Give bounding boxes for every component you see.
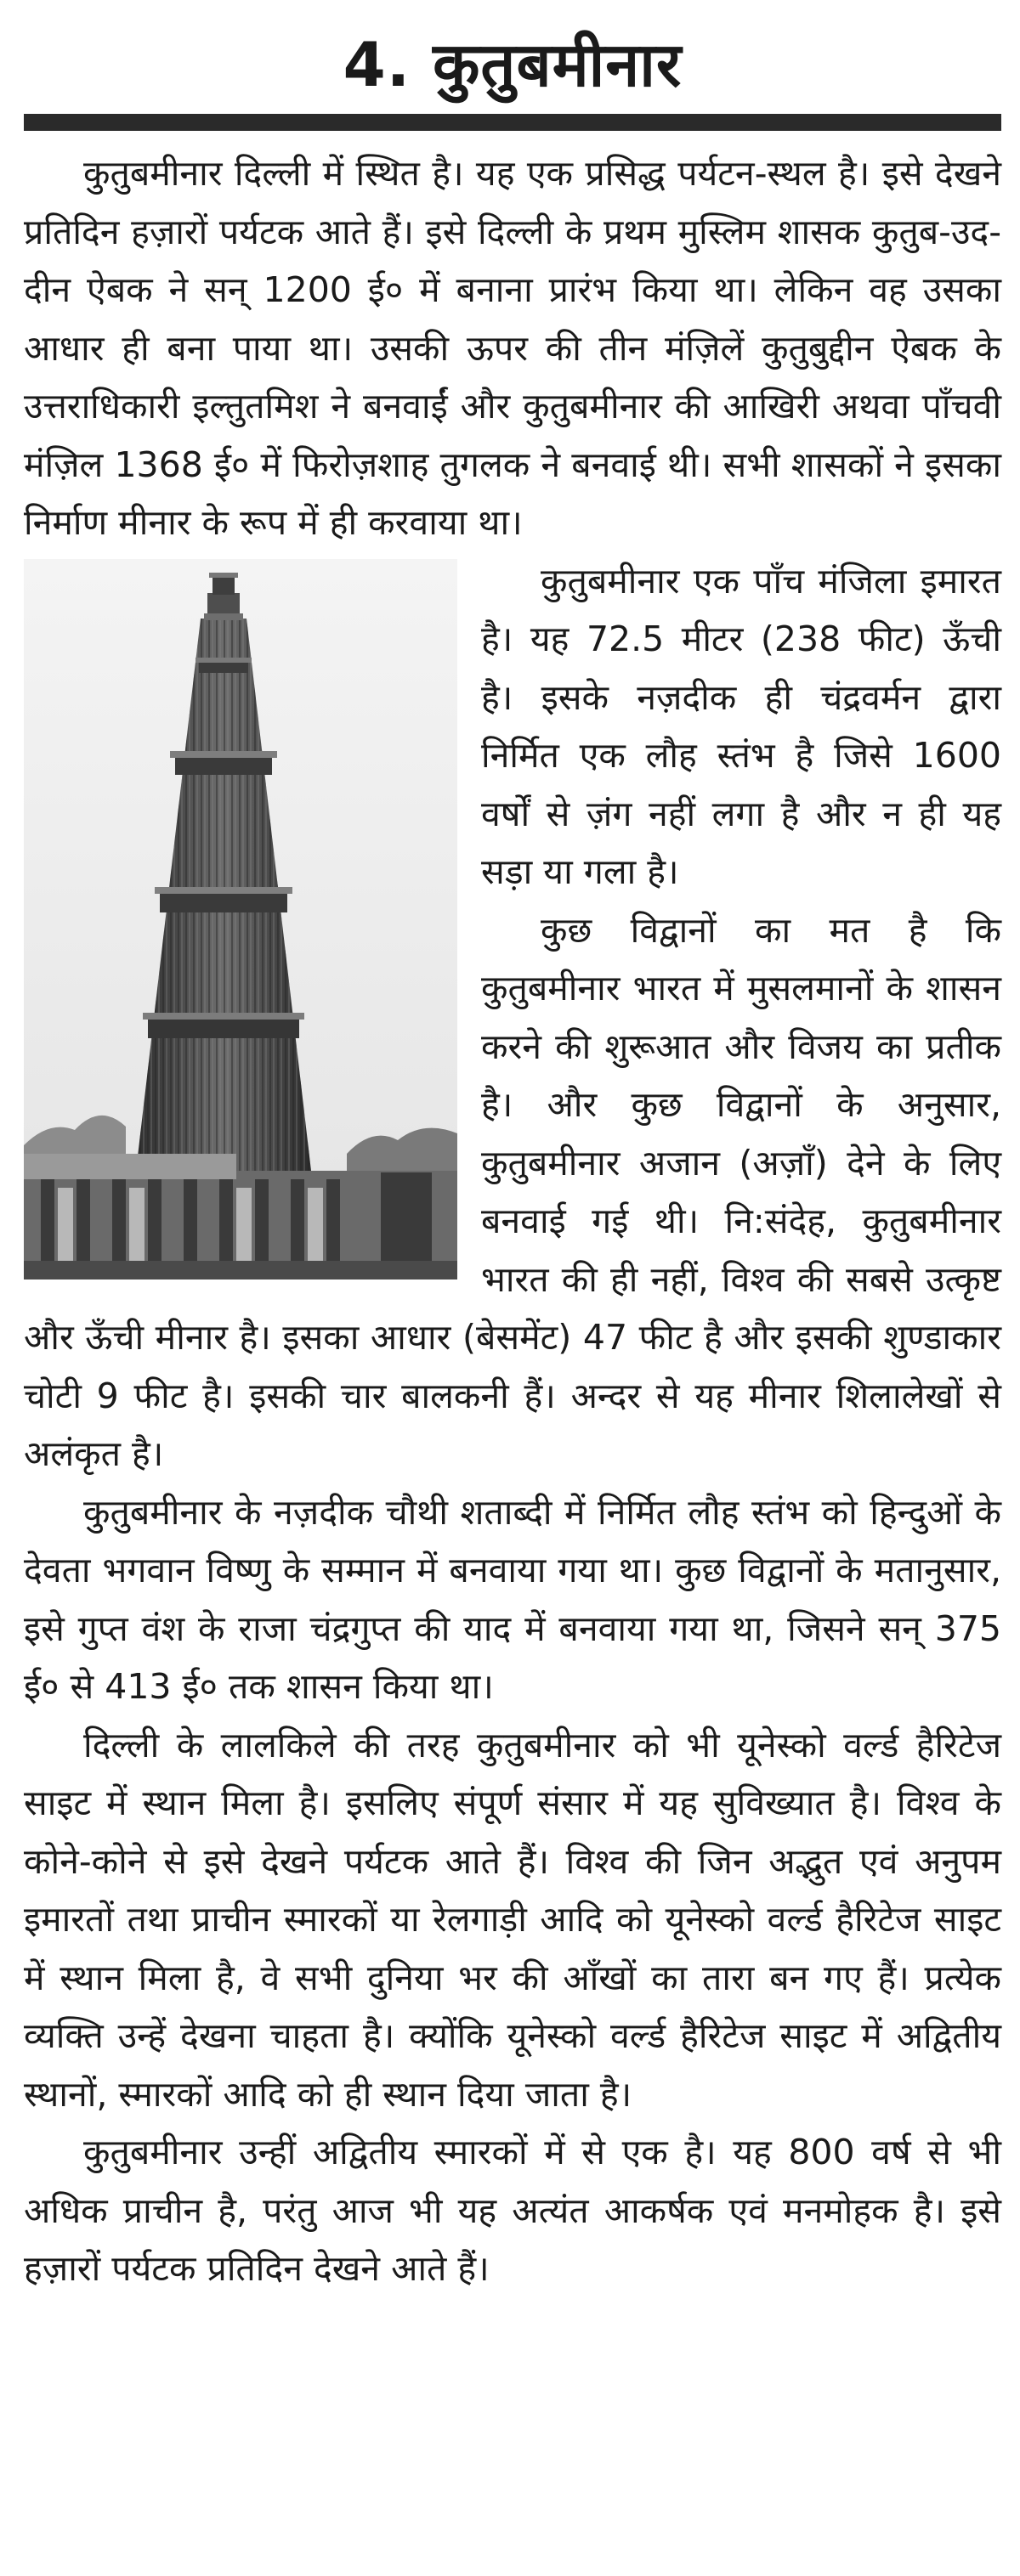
page-title: 4. कुतुबमीनार — [343, 29, 683, 100]
qutub-minar-photo — [24, 559, 457, 1280]
paragraph-6: कुतुबमीनार उन्हीं अद्वितीय स्मारकों में से एक है। यह 800 वर्ष से भी अधिक प्राचीन है, परंतु आज भी यह अत्यंत आकर्षक एवं मनमोहक है। इसे हज़ारों पर्यटक प्रतिदिन देखने आते हैं। — [24, 2132, 1001, 2289]
paragraph-5: दिल्ली के लालकिले की तरह कुतुबमीनार को भी यूनेस्को वर्ल्ड हैरिटेज साइट में स्थान मिला है। इसलिए संपूर्ण संसार में यह सुविख्यात है। विश्व के कोने-कोने से इसे देखने पर्यटक आते हैं। विश्व की जिन अद्भुत एवं अनुपम इमारतों तथा प्राचीन स्मारकों या रेलगाड़ी आदि को यूनेस्को वर्ल्ड हैरिटेज साइट में स्थान मिला है, वे सभी दुनिया भर की आँखों का तारा बन गए हैं। प्रत्येक व्यक्ति उन्हें देखना चाहता है। क्योंकि यूनेस्को वर्ल्ड हैरिटेज साइट में अद्वितीय स्थानों, स्मारकों आदि को ही स्थान दिया जाता है। — [24, 1724, 1001, 2115]
paragraph-1: कुतुबमीनार दिल्ली में स्थित है। यह एक प्रसिद्ध पर्यटन-स्थल है। इसे देखने प्रतिदिन हज़ारों पर्यटक आते हैं। इसे दिल्ली के प्रथम मुस्लिम शासक कुतुब-उद-दीन ऐबक ने सन् 1200 ई० में बनाना प्रारंभ किया था। लेकिन वह उसका आधार ही बना पाया था। उसकी ऊपर की तीन मंज़िलें कुतुबुद्दीन ऐबक के उत्तराधिकारी इल्तुतमिश ने बनवाईं और कुतुबमीनार की आखिरी अथवा पाँचवी मंज़िल 1368 ई० में फिरोज़शाह तुगलक ने बनवाई थी। सभी शासकों ने इसका निर्माण मीनार के रूप में ही करवाया था। — [24, 153, 1001, 543]
title-divider — [24, 114, 1001, 131]
essay-body — [24, 144, 1001, 2298]
paragraph-2: कुतुबमीनार एक पाँच मंजिला इमारत है। यह 72.5 मीटर (238 फीट) ऊँची है। इसके नज़दीक ही चंद्रवर्मन द्वारा निर्मित एक लौह स्तंभ है जिसे 1600 वर्षों से ज़ंग नहीं लगा है और न ही यह सड़ा या गला है। — [481, 560, 1001, 892]
qutub-minar-illustration — [24, 559, 457, 1280]
paragraph-4: कुतुबमीनार के नज़दीक चौथी शताब्दी में निर्मित लौह स्तंभ को हिन्दुओं के देवता भगवान विष्णु के सम्मान में बनवाया गया था। कुछ विद्वानों के मतानुसार, इसे गुप्त वंश के राजा चंद्रगुप्त की याद में बनवाया गया था, जिसने सन् 375 ई० से 413 ई० तक शासन किया था। — [24, 1491, 1001, 1707]
paragraph-3: कुछ विद्वानों का मत है कि कुतुबमीनार भारत में मुसलमानों के शासन करने की शुरूआत और विजय का प्रतीक है। और कुछ विद्वानों के अनुसार, कुतुबमीनार अजान (अज़ाँ) देने के लिए बनवाई गई थी। नि:संदेह, कुतुबमीनार भारत की ही नहीं, विश्व की सबसे उत्कृष्ट और ऊँची मीनार है। इसका आधार (बेसमेंट) 47 फीट है और इसकी शुण्डाकार चोटी 9 फीट है। इसकी चार बालकनी हैं। अन्दर से यह मीनार शिलालेखों से अलंकृत है। — [24, 909, 1001, 1474]
